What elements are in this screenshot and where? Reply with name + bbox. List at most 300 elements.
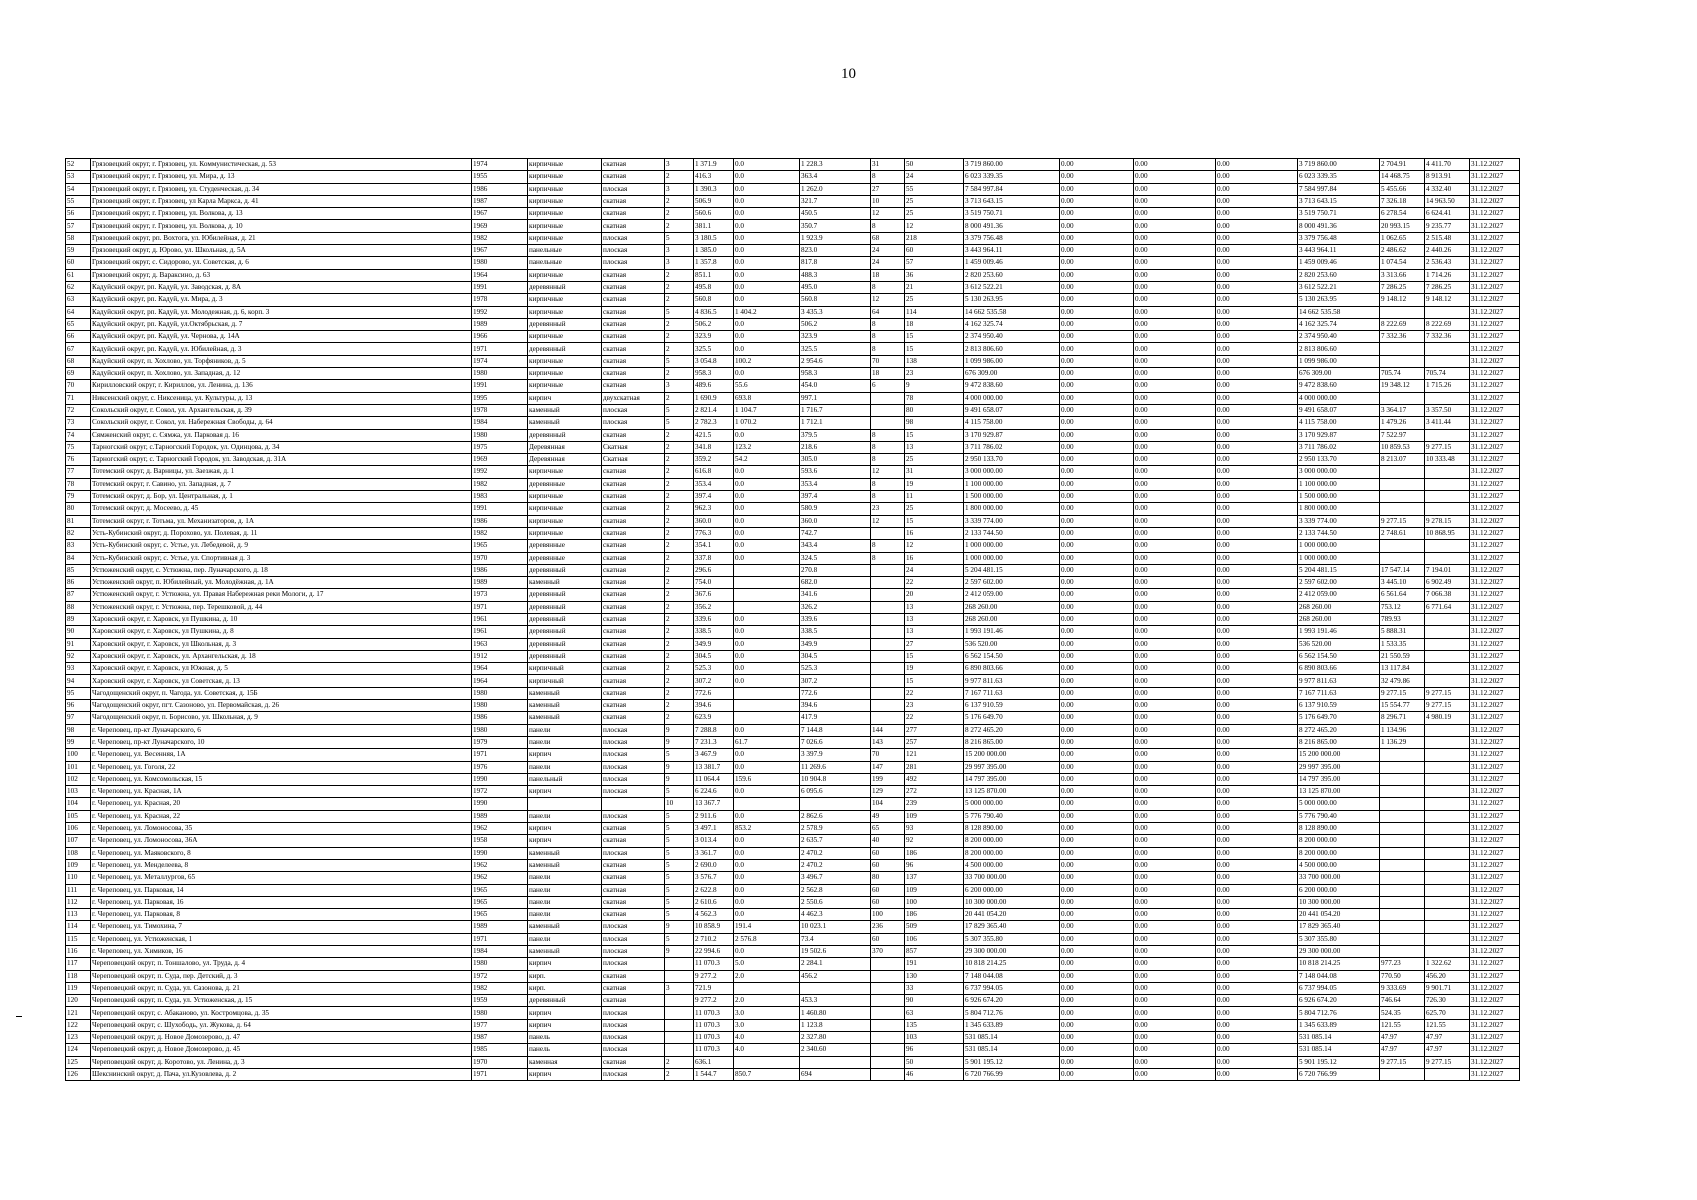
cell-address: г. Череповец, пр-кт Луначарского, 6 (91, 724, 472, 736)
cell-local-share: 0.00 (1216, 810, 1298, 822)
cell-cost-per-sqm (1380, 355, 1425, 367)
cell-cost-per-sqm: 19 348.12 (1380, 380, 1425, 392)
table-row (66, 294, 1520, 306)
cell-apartments: 8 (871, 552, 905, 564)
cell-non-residential-area: 0.0 (734, 761, 800, 773)
cell-total-area: 339.6 (694, 613, 734, 625)
cell-residents: 13 (905, 441, 964, 453)
cell-regional-share: 0.00 (1134, 318, 1216, 330)
cell-floors: 5 (665, 823, 694, 835)
cell-local-share: 0.00 (1216, 896, 1298, 908)
cell-floors: 10 (665, 798, 694, 810)
cell-residential-area: 321.7 (800, 195, 871, 207)
cell-build-year: 1984 (472, 946, 528, 958)
cell-limit-cost (1425, 921, 1470, 933)
cell-owners-share: 5 000 000.00 (1298, 798, 1380, 810)
cell-apartments: 143 (871, 736, 905, 748)
cell-limit-cost (1425, 355, 1470, 367)
cell-apartments: 12 (871, 515, 905, 527)
cell-cost-per-sqm: 9 333.69 (1380, 982, 1425, 994)
cell-wall-material: панель (528, 1044, 602, 1056)
table-row (66, 441, 1520, 453)
cell-wall-material: кирпичный (528, 663, 602, 675)
cell-row-number: 63 (66, 294, 91, 306)
cell-owners-share: 3 443 964.11 (1298, 245, 1380, 257)
cell-row-number: 58 (66, 232, 91, 244)
cell-apartments (871, 687, 905, 699)
cell-build-year: 1973 (472, 589, 528, 601)
cell-residential-area: 304.5 (800, 650, 871, 662)
cell-deadline: 31.12.2027 (1470, 429, 1520, 441)
cell-wall-material: деревянные (528, 552, 602, 564)
cell-build-year: 1992 (472, 466, 528, 478)
cell-regional-share: 0.00 (1134, 626, 1216, 638)
cell-address: г. Череповец, ул. Ломоносова, 35 (91, 823, 472, 835)
cell-regional-share: 0.00 (1134, 859, 1216, 871)
cell-residential-area: 2 284.1 (800, 958, 871, 970)
cell-total-cost: 14 797 395.00 (964, 773, 1060, 785)
cell-apartments: 18 (871, 368, 905, 380)
table-row (66, 1019, 1520, 1031)
cell-local-share: 0.00 (1216, 1068, 1298, 1080)
cell-total-cost: 268 260.00 (964, 613, 1060, 625)
cell-fund-share: 0.00 (1060, 220, 1134, 232)
cell-deadline: 31.12.2027 (1470, 527, 1520, 539)
cell-row-number: 113 (66, 909, 91, 921)
cell-build-year: 1967 (472, 208, 528, 220)
table-row (66, 859, 1520, 871)
cell-limit-cost: 8 913.91 (1425, 171, 1470, 183)
cell-floors: 2 (665, 171, 694, 183)
cell-fund-share: 0.00 (1060, 281, 1134, 293)
cell-roof-type: скатная (602, 552, 665, 564)
cell-residents: 135 (905, 1019, 964, 1031)
cell-row-number: 100 (66, 749, 91, 761)
cell-apartments: 64 (871, 306, 905, 318)
cell-residential-area: 326.2 (800, 601, 871, 613)
cell-owners-share: 7 584 997.84 (1298, 183, 1380, 195)
cell-wall-material: деревянный (528, 318, 602, 330)
cell-build-year: 1961 (472, 626, 528, 638)
cell-residents: 23 (905, 368, 964, 380)
cell-residents: 93 (905, 823, 964, 835)
cell-residential-area: 349.9 (800, 638, 871, 650)
cell-row-number: 81 (66, 515, 91, 527)
cell-wall-material: панели (528, 810, 602, 822)
cell-local-share: 0.00 (1216, 577, 1298, 589)
cell-residential-area: 2 327.80 (800, 1032, 871, 1044)
cell-regional-share: 0.00 (1134, 368, 1216, 380)
cell-regional-share: 0.00 (1134, 786, 1216, 798)
cell-local-share: 0.00 (1216, 491, 1298, 503)
cell-cost-per-sqm: 47.97 (1380, 1032, 1425, 1044)
cell-total-cost: 1 800 000.00 (964, 503, 1060, 515)
cell-floors: 2 (665, 294, 694, 306)
cell-wall-material: кирпич (528, 749, 602, 761)
cell-owners-share: 6 137 910.59 (1298, 700, 1380, 712)
cell-total-area: 851.1 (694, 269, 734, 281)
cell-owners-share: 2 813 806.60 (1298, 343, 1380, 355)
cell-apartments: 70 (871, 355, 905, 367)
cell-wall-material (528, 798, 602, 810)
cell-roof-type: скатная (602, 982, 665, 994)
cell-residential-area: 397.4 (800, 491, 871, 503)
table-row (66, 613, 1520, 625)
cell-owners-share: 1 000 000.00 (1298, 552, 1380, 564)
cell-total-cost: 6 737 994.05 (964, 982, 1060, 994)
cell-fund-share: 0.00 (1060, 380, 1134, 392)
cell-roof-type: скатная (602, 884, 665, 896)
cell-residents: 9 (905, 380, 964, 392)
cell-fund-share: 0.00 (1060, 835, 1134, 847)
table-row (66, 306, 1520, 318)
cell-limit-cost (1425, 946, 1470, 958)
cell-row-number: 57 (66, 220, 91, 232)
cell-build-year: 1986 (472, 712, 528, 724)
cell-row-number: 69 (66, 368, 91, 380)
table-row (66, 404, 1520, 416)
cell-residential-area (800, 982, 871, 994)
cell-regional-share: 0.00 (1134, 773, 1216, 785)
cell-build-year: 1989 (472, 577, 528, 589)
cell-floors: 3 (665, 257, 694, 269)
cell-build-year: 1991 (472, 281, 528, 293)
table-row (66, 220, 1520, 232)
cell-limit-cost (1425, 552, 1470, 564)
cell-owners-share: 6 737 994.05 (1298, 982, 1380, 994)
cell-address: Никсенский округ, с. Никсеница, ул. Культуры, д. 13 (91, 392, 472, 404)
cell-roof-type: плоская (602, 773, 665, 785)
cell-roof-type: плоская (602, 417, 665, 429)
cell-owners-share: 1 500 000.00 (1298, 491, 1380, 503)
cell-residents: 137 (905, 872, 964, 884)
cell-total-cost: 7 148 044.08 (964, 970, 1060, 982)
cell-local-share: 0.00 (1216, 404, 1298, 416)
cell-total-cost: 531 085.14 (964, 1044, 1060, 1056)
cell-total-area: 489.6 (694, 380, 734, 392)
cell-residents: 277 (905, 724, 964, 736)
cell-address: Кадуйский округ, п. Хохлово, ул. Западная, д. 12 (91, 368, 472, 380)
cell-deadline: 31.12.2027 (1470, 761, 1520, 773)
cell-total-area: 3 361.7 (694, 847, 734, 859)
cell-roof-type: скатная (602, 343, 665, 355)
cell-address: г. Череповец, ул. Гоголя, 22 (91, 761, 472, 773)
cell-deadline: 31.12.2027 (1470, 613, 1520, 625)
cell-address: г. Череповец, ул. Парковая, 14 (91, 884, 472, 896)
table-row (66, 995, 1520, 1007)
cell-roof-type: скатная (602, 577, 665, 589)
cell-floors (665, 970, 694, 982)
cell-regional-share: 0.00 (1134, 884, 1216, 896)
table-row (66, 823, 1520, 835)
cell-deadline: 31.12.2027 (1470, 540, 1520, 552)
cell-row-number: 72 (66, 404, 91, 416)
cell-residential-area: 1 123.8 (800, 1019, 871, 1031)
cell-fund-share: 0.00 (1060, 183, 1134, 195)
cell-roof-type: скатная (602, 663, 665, 675)
cell-deadline: 31.12.2027 (1470, 1032, 1520, 1044)
cell-non-residential-area: 2.0 (734, 970, 800, 982)
cell-total-area: 560.8 (694, 294, 734, 306)
cell-non-residential-area: 0.0 (734, 183, 800, 195)
cell-apartments: 8 (871, 331, 905, 343)
table-row (66, 368, 1520, 380)
cell-wall-material: панели (528, 736, 602, 748)
cell-residents: 186 (905, 847, 964, 859)
cell-apartments (871, 1019, 905, 1031)
cell-residential-area: 1 712.1 (800, 417, 871, 429)
cell-roof-type: Скатная (602, 454, 665, 466)
cell-owners-share: 29 300 000.00 (1298, 946, 1380, 958)
cell-limit-cost (1425, 823, 1470, 835)
cell-apartments: 8 (871, 429, 905, 441)
cell-residential-area: 454.0 (800, 380, 871, 392)
cell-residential-area: 453.3 (800, 995, 871, 1007)
cell-cost-per-sqm: 6 278.54 (1380, 208, 1425, 220)
cell-floors: 2 (665, 343, 694, 355)
cell-build-year: 1971 (472, 933, 528, 945)
cell-deadline: 31.12.2027 (1470, 318, 1520, 330)
cell-apartments (871, 1032, 905, 1044)
cell-floors: 5 (665, 884, 694, 896)
cell-row-number: 119 (66, 982, 91, 994)
cell-roof-type: скатная (602, 675, 665, 687)
cell-regional-share: 0.00 (1134, 724, 1216, 736)
cell-regional-share: 0.00 (1134, 232, 1216, 244)
cell-regional-share: 0.00 (1134, 982, 1216, 994)
cell-cost-per-sqm (1380, 1068, 1425, 1080)
cell-regional-share: 0.00 (1134, 909, 1216, 921)
cell-non-residential-area (734, 798, 800, 810)
cell-deadline: 31.12.2027 (1470, 183, 1520, 195)
cell-roof-type: плоская (602, 847, 665, 859)
cell-address: г. Череповец, ул. Парковая, 8 (91, 909, 472, 921)
cell-non-residential-area: 0.0 (734, 872, 800, 884)
cell-fund-share: 0.00 (1060, 859, 1134, 871)
cell-roof-type: скатная (602, 613, 665, 625)
cell-total-area: 3 054.8 (694, 355, 734, 367)
cell-wall-material: каменный (528, 946, 602, 958)
cell-non-residential-area: 850.7 (734, 1068, 800, 1080)
cell-owners-share: 4 115 758.00 (1298, 417, 1380, 429)
cell-deadline: 31.12.2027 (1470, 392, 1520, 404)
cell-limit-cost: 7 332.36 (1425, 331, 1470, 343)
cell-wall-material: кирпичные (528, 491, 602, 503)
cell-non-residential-area: 123.2 (734, 441, 800, 453)
cell-limit-cost: 10 868.95 (1425, 527, 1470, 539)
cell-fund-share: 0.00 (1060, 749, 1134, 761)
cell-roof-type (602, 798, 665, 810)
cell-floors: 5 (665, 810, 694, 822)
cell-regional-share: 0.00 (1134, 281, 1216, 293)
cell-local-share: 0.00 (1216, 946, 1298, 958)
cell-floors: 2 (665, 503, 694, 515)
cell-residents: 63 (905, 1007, 964, 1019)
cell-build-year: 1980 (472, 1007, 528, 1019)
cell-residential-area: 379.5 (800, 429, 871, 441)
cell-wall-material: кирпичные (528, 503, 602, 515)
cell-owners-share: 268 260.00 (1298, 613, 1380, 625)
cell-fund-share: 0.00 (1060, 970, 1134, 982)
table-row (66, 380, 1520, 392)
cell-limit-cost (1425, 650, 1470, 662)
cell-regional-share: 0.00 (1134, 995, 1216, 1007)
cell-owners-share: 4 500 000.00 (1298, 859, 1380, 871)
cell-wall-material: кирпич (528, 392, 602, 404)
cell-local-share: 0.00 (1216, 441, 1298, 453)
cell-apartments: 60 (871, 896, 905, 908)
cell-residents: 25 (905, 454, 964, 466)
cell-limit-cost: 9 148.12 (1425, 294, 1470, 306)
cell-cost-per-sqm: 770.50 (1380, 970, 1425, 982)
cell-residents: 12 (905, 540, 964, 552)
cell-local-share: 0.00 (1216, 281, 1298, 293)
cell-row-number: 105 (66, 810, 91, 822)
cell-floors: 2 (665, 331, 694, 343)
cell-address: Кирилловский округ, г. Кириллов, ул. Ленина, д. 136 (91, 380, 472, 392)
cell-limit-cost: 6 902.49 (1425, 577, 1470, 589)
cell-non-residential-area: 0.0 (734, 638, 800, 650)
cell-total-cost: 3 711 786.02 (964, 441, 1060, 453)
cell-non-residential-area: 0.0 (734, 343, 800, 355)
cell-total-area: 2 782.3 (694, 417, 734, 429)
cell-row-number: 60 (66, 257, 91, 269)
cell-address: Сокольский округ, г. Сокол, ул. Набережная Свободы, д. 64 (91, 417, 472, 429)
cell-owners-share: 1 993 191.46 (1298, 626, 1380, 638)
cell-local-share: 0.00 (1216, 552, 1298, 564)
cell-deadline: 31.12.2027 (1470, 306, 1520, 318)
cell-total-area: 349.9 (694, 638, 734, 650)
cell-build-year: 1964 (472, 675, 528, 687)
cell-apartments: 8 (871, 478, 905, 490)
cell-fund-share: 0.00 (1060, 613, 1134, 625)
cell-build-year: 1969 (472, 220, 528, 232)
cell-local-share: 0.00 (1216, 761, 1298, 773)
cell-wall-material: деревянный (528, 650, 602, 662)
cell-roof-type: скатная (602, 626, 665, 638)
cell-roof-type: скатная (602, 1056, 665, 1068)
cell-apartments: 60 (871, 847, 905, 859)
cell-roof-type: скатная (602, 515, 665, 527)
cell-limit-cost (1425, 798, 1470, 810)
cell-roof-type: скатная (602, 859, 665, 871)
cell-limit-cost: 2 440.26 (1425, 245, 1470, 257)
cell-build-year: 1962 (472, 823, 528, 835)
cell-address: Тарногский округ, с. Тарногский Городок, ул. Заводская, д. 31А (91, 454, 472, 466)
cell-address: Кадуйский округ, рп. Кадуй, ул.Октябрьская, д. 7 (91, 318, 472, 330)
cell-address: Тотемский округ, г. Савино, ул. Западная, д. 7 (91, 478, 472, 490)
cell-limit-cost: 7 286.25 (1425, 281, 1470, 293)
cell-fund-share: 0.00 (1060, 159, 1134, 171)
cell-apartments (871, 1044, 905, 1056)
cell-total-cost: 268 260.00 (964, 601, 1060, 613)
cell-deadline: 31.12.2027 (1470, 736, 1520, 748)
cell-fund-share: 0.00 (1060, 478, 1134, 490)
cell-limit-cost: 8 222.69 (1425, 318, 1470, 330)
cell-residents: 13 (905, 626, 964, 638)
cell-deadline: 31.12.2027 (1470, 589, 1520, 601)
cell-wall-material: деревянный (528, 626, 602, 638)
cell-floors: 2 (665, 589, 694, 601)
cell-regional-share: 0.00 (1134, 650, 1216, 662)
cell-apartments: 104 (871, 798, 905, 810)
cell-row-number: 109 (66, 859, 91, 871)
cell-deadline: 31.12.2027 (1470, 454, 1520, 466)
cell-fund-share: 0.00 (1060, 429, 1134, 441)
cell-residents: 36 (905, 269, 964, 281)
cell-fund-share: 0.00 (1060, 872, 1134, 884)
cell-local-share: 0.00 (1216, 564, 1298, 576)
cell-fund-share: 0.00 (1060, 700, 1134, 712)
cell-address: Устюженский округ, п. Юбилейный, ул. Молодёжная, д. 1А (91, 577, 472, 589)
cell-total-cost: 8 200 000.00 (964, 835, 1060, 847)
cell-fund-share: 0.00 (1060, 884, 1134, 896)
cell-owners-share: 3 719 860.00 (1298, 159, 1380, 171)
cell-residents: 33 (905, 982, 964, 994)
cell-total-cost: 5 307 355.80 (964, 933, 1060, 945)
cell-residents: 46 (905, 1068, 964, 1080)
cell-residents: 18 (905, 318, 964, 330)
cell-total-cost: 6 200 000.00 (964, 884, 1060, 896)
cell-residential-area: 1 460.80 (800, 1007, 871, 1019)
cell-deadline: 31.12.2027 (1470, 380, 1520, 392)
cell-total-cost: 13 125 870.00 (964, 786, 1060, 798)
cell-total-area: 325.5 (694, 343, 734, 355)
cell-total-cost: 5 176 649.70 (964, 712, 1060, 724)
cell-non-residential-area: 0.0 (734, 171, 800, 183)
cell-local-share: 0.00 (1216, 798, 1298, 810)
cell-wall-material: панели (528, 884, 602, 896)
cell-wall-material: кирпичные (528, 171, 602, 183)
cell-total-area: 353.4 (694, 478, 734, 490)
cell-regional-share: 0.00 (1134, 208, 1216, 220)
cell-deadline: 31.12.2027 (1470, 294, 1520, 306)
cell-residential-area: 270.8 (800, 564, 871, 576)
cell-local-share: 0.00 (1216, 417, 1298, 429)
cell-floors: 2 (665, 601, 694, 613)
cell-regional-share: 0.00 (1134, 958, 1216, 970)
cell-limit-cost: 9 277.15 (1425, 441, 1470, 453)
cell-roof-type: плоская (602, 810, 665, 822)
cell-apartments: 49 (871, 810, 905, 822)
cell-wall-material: кирпичные (528, 269, 602, 281)
cell-deadline: 31.12.2027 (1470, 982, 1520, 994)
cell-row-number: 121 (66, 1007, 91, 1019)
cell-total-area: 506.9 (694, 195, 734, 207)
cell-row-number: 98 (66, 724, 91, 736)
cell-build-year: 1989 (472, 810, 528, 822)
cell-total-cost: 10 818 214.25 (964, 958, 1060, 970)
cell-wall-material: деревянные (528, 540, 602, 552)
cell-roof-type: плоская (602, 1007, 665, 1019)
cell-residents: 114 (905, 306, 964, 318)
cell-residents: 25 (905, 294, 964, 306)
cell-cost-per-sqm (1380, 909, 1425, 921)
cell-cost-per-sqm: 9 277.15 (1380, 687, 1425, 699)
cell-deadline: 31.12.2027 (1470, 503, 1520, 515)
cell-limit-cost (1425, 663, 1470, 675)
cell-build-year: 1965 (472, 909, 528, 921)
cell-owners-share: 33 700 000.00 (1298, 872, 1380, 884)
cell-fund-share: 0.00 (1060, 343, 1134, 355)
cell-non-residential-area (734, 601, 800, 613)
cell-floors: 2 (665, 700, 694, 712)
cell-total-cost: 17 829 365.40 (964, 921, 1060, 933)
cell-non-residential-area: 0.0 (734, 675, 800, 687)
cell-apartments: 70 (871, 749, 905, 761)
cell-fund-share: 0.00 (1060, 798, 1134, 810)
cell-residential-area: 997.1 (800, 392, 871, 404)
